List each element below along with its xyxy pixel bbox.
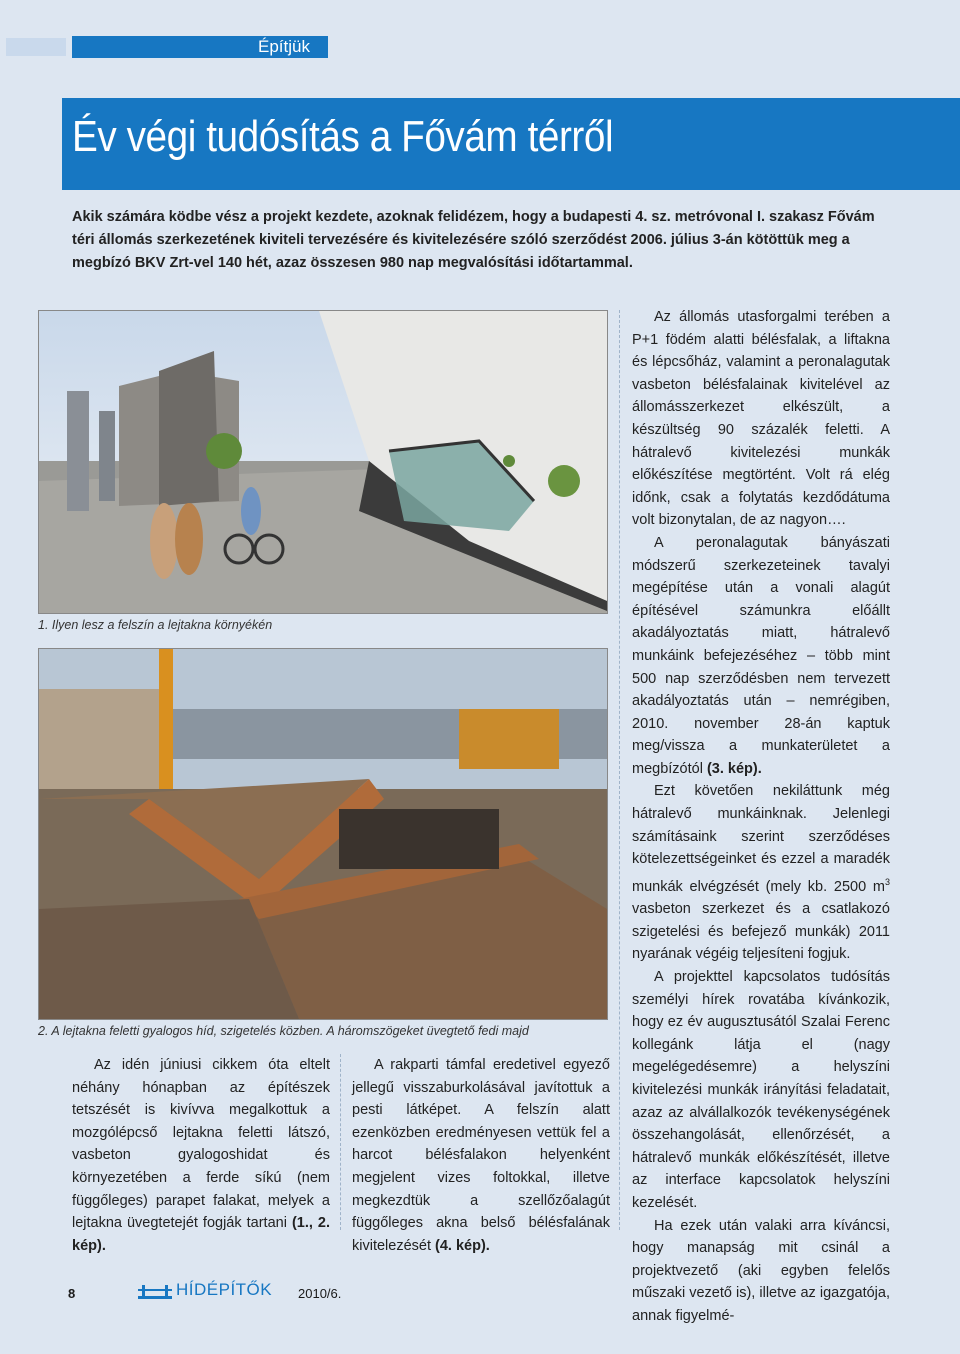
page-title: Év végi tudósítás a Fővám térről [72, 112, 614, 161]
right-paragraph-1: Az állomás utasforgalmi terében a P+1 födém alatti bélésfalak, a liftakna és lépcsőház, valamint a peronalagutak vasbeton bélésfalainak kivitelével az állomásszerkezet elkészült, a készültség 90 százalék feletti. A hátralevő kivitelezési munkák előkészítése megtörtént. Volt rá elég időnk, csak a folytatás kezdődátuma volt bizonytalan, de az nagyon…. [632, 309, 890, 529]
right-paragraph-3-text-b: vasbeton szerkezet és a csatlakozó szigetelési és befejező munkák) 2011 nyarának végéig teljesíteni fogjuk. [632, 901, 890, 963]
page-number: 8 [68, 1286, 76, 1301]
header-accent-strip [6, 38, 66, 56]
column-divider-1 [340, 1054, 342, 1230]
magazine-name: HÍDÉPÍTŐK [176, 1280, 273, 1299]
issue-number: 2010/6. [298, 1286, 342, 1301]
column-2-text: A rakparti támfal eredetivel egyező jellegű visszaburkolásával javítottuk a pesti látképet. A felszín alatt ezenközben eredményesen vettük fel a harcot bélésfalakon helyenként megjelent vizes foltokkal, illetve megkezdtük a szellőzőalagút függőleges akna belső bélésfalának kivitelezését [352, 1057, 610, 1254]
body-column-right [632, 306, 890, 1328]
figure-2-photo [38, 648, 608, 1020]
figure-2-caption: 2. A lejtakna feletti gyalogos híd, szigetelés közben. A háromszögeket üvegtető fedi majd [38, 1024, 529, 1038]
right-paragraph-5: Ha ezek után valaki arra kíváncsi, hogy manapság mit csinál a projektvezető (aki egyben felelős műszaki vezető is), illetve az igazgatója, annak figyelmé- [632, 1217, 890, 1324]
section-tag: Építjük [72, 36, 328, 58]
column-1-figure-ref: (1., 2. kép). [72, 1215, 331, 1254]
construction-illustration [39, 649, 607, 1019]
column-divider-2 [619, 310, 621, 1230]
right-paragraph-3-text-a: Ezt követően nekiláttunk még hátralevő munkáinknak. Jelenlegi számításaink szerint szerződéses kötelezettségeinket és ezzel a maradék munkák elvégzését (mely kb. 2500 m [632, 783, 890, 895]
magazine-logo [138, 1280, 272, 1300]
column-1-text: Az idén júniusi cikkem óta eltelt néhány hónapban az építészek tetszését is kivívva megalkottuk a mozgólépcső lejtakna feletti látszó, vasbeton gyalogoshidat és környezetében a ferde síkú (nem függőleges) parapet falakat, melyek a lejtakna üvegtetejét fogják tartani [72, 1057, 330, 1232]
right-paragraph-4: A projekttel kapcsolatos tudósítás személyi hírek rovatába kívánkozik, hogy ez év augusztusától Szalai Ferenc kollegánk látja el (nagy megelégedésemre) a helyszíni kivitelezési munkák irányítási feladatait, azaz az alvállalkozók tevékenységének összehangolását, ellenőrzését, a hátralevő munkák előkészítését, illetve az interface kapcsolatok helyszíni kezelését. [632, 969, 890, 1211]
body-column-2 [352, 1054, 610, 1257]
figure-1-rendering [38, 310, 608, 614]
right-paragraph-2 [632, 532, 890, 781]
lead-paragraph: Akik számára ködbe vész a projekt kezdete, azoknak felidézem, hogy a budapesti 4. sz. metróvonal I. szakasz Fővám téri állomás szerkezetének kiviteli tervezésére és kivitelezésére szóló szerződést 2006. július 3-án kötöttük meg a megbízó BKV Zrt-vel 140 hét, azaz összesen 980 nap megvalósítási időtartammal. [72, 209, 875, 271]
bridge-logo-icon [138, 1282, 172, 1299]
right-paragraph-2-figure-ref: (3. kép). [706, 760, 762, 777]
right-paragraph-3 [632, 780, 890, 966]
body-column-1 [72, 1054, 330, 1257]
column-2-figure-ref: (4. kép). [435, 1237, 490, 1254]
figure-1-caption: 1. Ilyen lesz a felszín a lejtakna környékén [38, 618, 273, 632]
right-paragraph-2-text: A peronalagutak bányászati módszerű szerkezeteinek tavalyi megépítése után a vonali alagút építésével számunkra előállt akadályoztatás miatt, hátralevő munkáink befejezéséhez – több mint 500 nap szerződésben nem tervezett akadályoztatás után – nemrégiben, 2010. november 28-án kaptuk meg/vissza a munkaterületet a megbízótól [632, 534, 890, 777]
rendering-illustration [39, 311, 607, 613]
cubic-superscript: 3 [884, 876, 890, 887]
